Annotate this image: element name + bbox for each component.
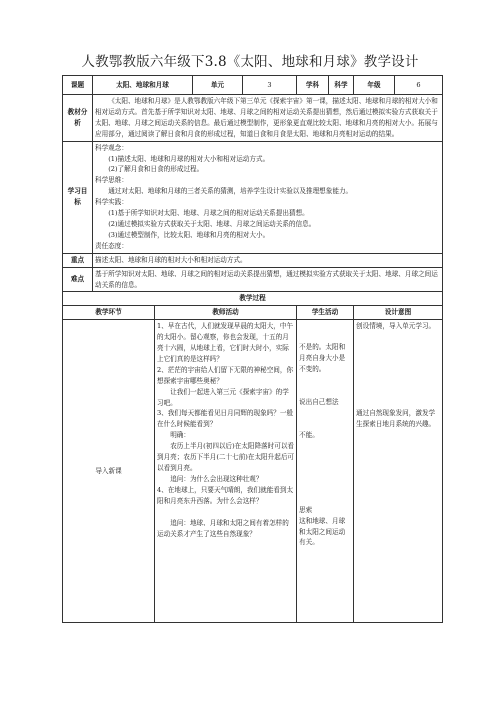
analysis-text: 《太阳、地球和月球》是人教鄂教版六年级下第三单元《探索宇宙》第一课，描述太阳、地球和月球的相对大小和相对运动方式。首先基于所学知识对太阳、地球、月球之间的相对运动关系提出猜想，然后通过模拟实验方式获取关于太阳、地球、月球之间运动关系的信息。最后通过模型制作，更形象更直观比较太阳、地球和月亮的相对大小。拓展与应用部分，通过阅读了解日食和月食的形成过程，知道日食和月食是太阳、地球和月亮相对运动的结果。 (93, 95, 443, 142)
subject-label: 学科 (297, 76, 329, 95)
key-point-text: 描述太阳、地球和月球的相对大小和相对运动方式。 (93, 253, 443, 267)
col-intent-header: 设计意图 (354, 306, 443, 320)
difficulty-label: 难点 (63, 267, 93, 292)
grade-value: 6 (395, 76, 443, 95)
objective-line: (1)基于所学知识对太阳、地球、月球之间的相对运动关系提出猜想。 (108, 209, 309, 218)
student-paragraph: 不是的。太阳和月亮自身大小是不变的。 (299, 343, 346, 374)
teacher-paragraph: 4、在地球上，只要天气晴朗，我们就能看到太阳和月亮东升西落。为什么会这样？ (157, 485, 294, 505)
objectives-row (63, 141, 443, 253)
key-point-label: 重点 (63, 253, 93, 267)
header-row (63, 76, 443, 95)
difficulty-row (63, 267, 443, 292)
grade-label: 年级 (354, 76, 395, 95)
course-label: 课题 (63, 76, 93, 95)
teacher-paragraph: 3、我们每天都能看见日月同辉的现象吗？一般在什么时候能看到？ (157, 409, 294, 429)
analysis-label: 教材分析 (63, 95, 93, 142)
teacher-paragraph: 明确： (170, 431, 190, 440)
col-teacher-header: 教师活动 (155, 306, 297, 320)
student-activity (297, 320, 354, 623)
objective-line: (3)通过模型制作，比较太阳、地球和月亮的相对大小。 (108, 230, 270, 239)
objective-line: (2)了解月食和日食的形成过程。 (108, 165, 204, 174)
process-header-row (63, 306, 443, 320)
teacher-paragraph: 农历上半月(初四以后)在太阳降落时可以看到月亮；农历下半月(二十七前)在太阳升起后可以看到月亮。 (157, 442, 295, 472)
objective-line: (2)通过模拟实验方式获取关于太阳、地球、月球之间运动关系的信息。 (108, 219, 316, 228)
subject-value: 科学 (329, 76, 354, 95)
student-paragraph: 不能。 (299, 430, 319, 439)
student-paragraph: 说出自己想法 (299, 397, 339, 406)
teacher-activity (155, 320, 297, 623)
design-intent (354, 320, 443, 623)
process-title: 教学过程 (63, 292, 443, 306)
unit-value: 3 (243, 76, 297, 95)
course-value: 太阳、地球和月球 (93, 76, 193, 95)
student-paragraph: 这和地球、月球和太阳之间运动有关。 (299, 516, 346, 547)
teacher-paragraph: 2、茫茫的宇宙给人们留下无限的神秘空间，你想探索宇宙哪些奥秘？ (157, 365, 294, 385)
intent-paragraph: 创设情境，导入单元学习。 (356, 322, 436, 331)
unit-label: 单元 (193, 76, 243, 95)
objective-line: 通过对太阳、地球和月球的三者关系的猜测，培养学生设计实验以及推理想象能力。 (108, 187, 353, 196)
student-paragraph: 思索 (299, 505, 313, 514)
key-point-row (63, 253, 443, 267)
teacher-paragraph: 追问：为什么会出现这种壮观？ (170, 474, 263, 483)
objectives-body (93, 141, 443, 253)
lesson-plan-table (62, 75, 443, 623)
intent-paragraph: 通过自然现象发问，激发学生探索日地月系统的兴趣。 (356, 409, 436, 429)
process-title-row (63, 292, 443, 306)
intro-stage-row (63, 320, 443, 623)
page-title: 人教鄂教版六年级下3.8《太阳、地球和月球》教学设计 (81, 54, 419, 70)
teacher-paragraph: 让我们一起进入第三元《探索宇宙》的学习吧。 (157, 387, 289, 407)
objective-line: (1)描述太阳、地球和月球的相对大小和相对运动方式。 (108, 154, 270, 163)
col-student-header: 学生活动 (297, 306, 354, 320)
difficulty-text: 基于所学知识对太阳、地球、月球之间的相对运动关系提出猜想，通过模拟实验方式获取关于太阳、地球、月球之间运动关系的信息。 (93, 267, 443, 292)
objectives-label: 学习目标 (63, 141, 93, 253)
objective-line: 科学实践： (95, 198, 128, 207)
stage-name: 导入新课 (63, 320, 155, 623)
teacher-paragraph: 1、早在古代，人们就发现早晨的太阳大，中午的太阳小。留心观察，你也会发现，十五的月亮十六圆，从地球上看，它们时大时小，实际上它们真的是这样吗？ (157, 322, 294, 363)
objective-line: 科学思维： (95, 176, 128, 185)
objective-line: 责任态度： (95, 241, 128, 250)
objective-line: 科学观念： (95, 143, 128, 152)
col-stage-header: 教学环节 (63, 306, 155, 320)
analysis-row (63, 95, 443, 142)
teacher-paragraph: 追问：地球、月球和太阳之间有着怎样的运动关系才产生了这些自然现象？ (157, 518, 289, 538)
